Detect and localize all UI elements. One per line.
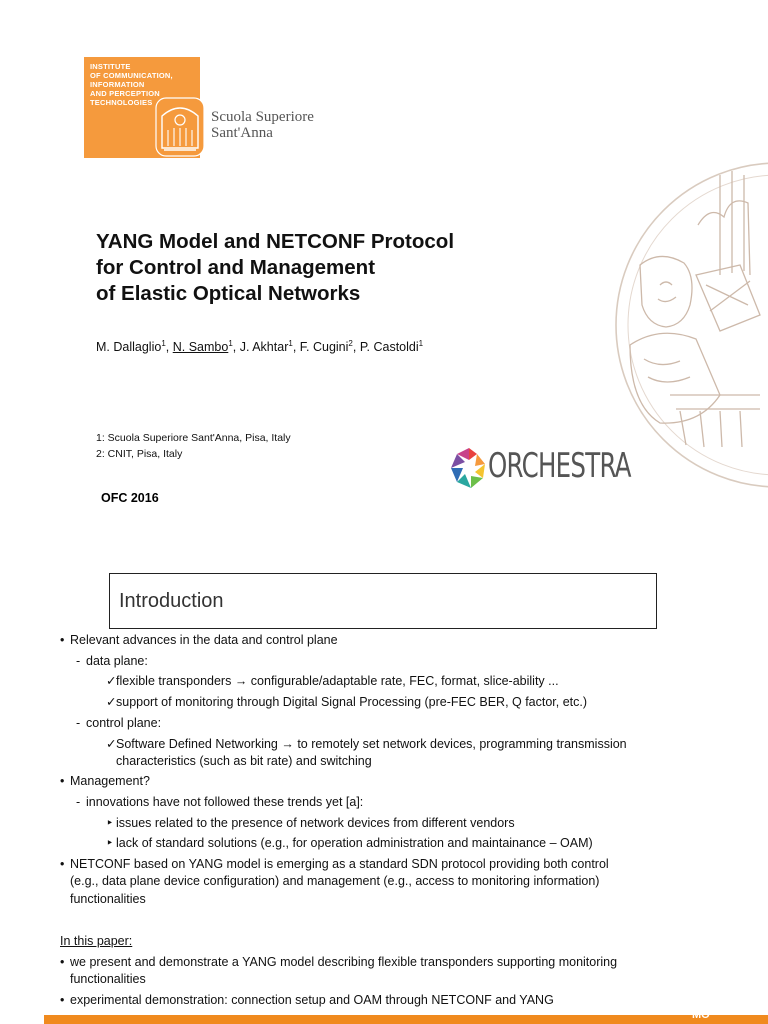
title-line: of Elastic Optical Networks: [96, 282, 361, 305]
bullet-text: Software Defined Networking → to remotely set network devices, programming transmission: [116, 737, 627, 751]
institute-name: INSTITUTE OF COMMUNICATION, INFORMATION AND PERCEPTION TECHNOLOGIES: [90, 62, 173, 107]
orchestra-wordmark: ORCHESTRA: [488, 446, 631, 486]
bullet-text: flexible transponders → configurable/adaptable rate, FEC, format, slice-ability ...: [116, 674, 559, 688]
bullet-line: [106, 735, 627, 753]
bullet-line: [76, 793, 363, 811]
bullet-text: (e.g., data plane device configuration) and management (e.g., access to monitoring information): [70, 874, 600, 888]
author-separator: ,: [292, 340, 300, 355]
bullet-text: Management?: [70, 774, 150, 788]
author-affiliation-mark: 1: [161, 339, 166, 348]
author: J. Akhtar: [239, 340, 289, 355]
bullet-text: support of monitoring through Digital Signal Processing (pre-FEC BER, Q factor, etc.): [116, 695, 588, 709]
bullet-line: [60, 772, 150, 790]
bullet-text: Relevant advances in the data and control plane: [70, 633, 338, 647]
bullet-line: [70, 890, 146, 908]
bullet-line: [60, 855, 609, 873]
introduction-box: [109, 573, 657, 629]
bullet-line: [76, 652, 148, 670]
author-affiliation-mark: 1: [228, 339, 233, 348]
author: F. Cugini: [299, 340, 349, 355]
bullet-text: lack of standard solutions (e.g., for operation administration and maintainance – OAM): [116, 836, 593, 850]
author: M. Dallaglio: [96, 340, 162, 355]
school-name: Scuola Superiore Sant'Anna: [211, 109, 314, 141]
bullet-marker: •: [60, 633, 65, 647]
bullet-line: [106, 834, 593, 852]
bullet-marker: •: [60, 774, 65, 788]
title-line: for Control and Management: [96, 256, 376, 279]
bullet-text: control plane:: [86, 716, 162, 730]
bullet-text: characteristics (such as bit rate) and switching: [116, 754, 372, 768]
bullet-line: [106, 814, 515, 832]
bullet-marker: •: [60, 955, 65, 969]
bullet-marker: -: [76, 654, 81, 668]
bullet-line: [60, 991, 554, 1009]
bullet-line: [106, 672, 559, 690]
author-affiliation-mark: 1: [418, 339, 424, 348]
in-this-paper-heading: [60, 932, 132, 950]
bullet-line: [106, 693, 587, 711]
bullet-text: experimental demonstration: connection setup and OAM through NETCONF and YANG: [70, 993, 554, 1007]
affiliation: 1: Scuola Superiore Sant'Anna, Pisa, Italy: [96, 432, 291, 444]
title-line: YANG Model and NETCONF Protocol: [96, 230, 455, 253]
bullet-text: functionalities: [70, 972, 146, 986]
footer-bar: [44, 1015, 768, 1024]
affiliation: 2: CNIT, Pisa, Italy: [96, 448, 183, 460]
bullet-marker: •: [60, 857, 65, 871]
author-affiliation-mark: 1: [288, 339, 293, 348]
presenting-author: N. Sambo: [172, 340, 229, 355]
bullet-text: In this paper:: [60, 934, 133, 948]
bullet-marker: ✓: [106, 737, 117, 751]
author: P. Castoldi: [359, 340, 419, 355]
bullet-marker: ‣: [106, 816, 114, 830]
paper-title: [96, 229, 576, 307]
author-separator: ,: [165, 340, 173, 355]
orchestra-logo-icon: [449, 440, 489, 496]
section-title: Introduction: [119, 590, 224, 612]
footer-label: MO: [692, 1009, 710, 1021]
bullet-text: NETCONF based on YANG model is emerging as a standard SDN protocol providing both control: [70, 857, 609, 871]
author-list: [96, 339, 423, 354]
bullet-marker: -: [76, 716, 81, 730]
seal-watermark-icon: [600, 155, 768, 495]
bullet-line: [60, 631, 338, 649]
bullet-text: innovations have not followed these trends yet [a]:: [86, 795, 364, 809]
bullet-text: functionalities: [70, 892, 146, 906]
bullet-line: [60, 953, 617, 971]
bullet-line: [70, 872, 599, 890]
conference-label: OFC 2016: [101, 491, 159, 505]
author-separator: ,: [352, 340, 360, 355]
author-affiliation-mark: 2: [348, 339, 353, 348]
school-seal-icon: [154, 96, 206, 158]
bullet-text: data plane:: [86, 654, 148, 668]
bullet-line: [70, 970, 146, 988]
bullet-marker: ✓: [106, 674, 117, 688]
bullet-line: [76, 714, 161, 732]
bullet-text: we present and demonstrate a YANG model describing flexible transponders supporting monitoring: [70, 955, 618, 969]
author-separator: ,: [232, 340, 240, 355]
bullet-text: issues related to the presence of network devices from different vendors: [116, 816, 515, 830]
bullet-marker: •: [60, 993, 65, 1007]
bullet-line: [106, 752, 372, 770]
bullet-marker: ✓: [106, 695, 117, 709]
affiliations: [96, 430, 291, 462]
bullet-marker: -: [76, 795, 81, 809]
bullet-marker: ‣: [106, 836, 114, 850]
